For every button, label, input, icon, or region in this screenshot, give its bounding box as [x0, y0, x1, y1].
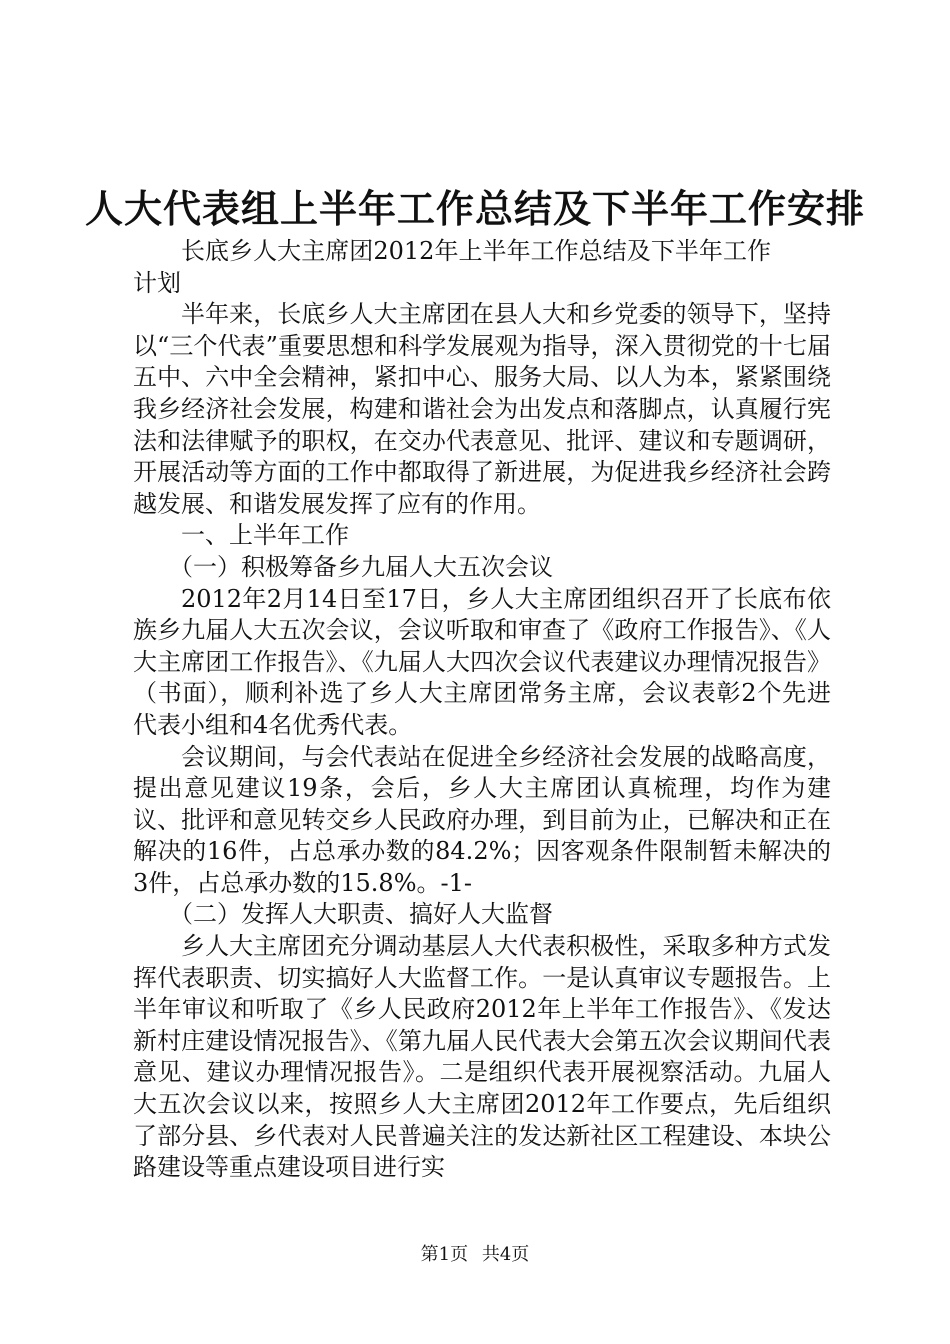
- paragraph-intro: 半年来，长底乡人大主席团在县人大和乡党委的领导下，坚持以“三个代表”重要思想和科学发展观为指导，深入贯彻党的十七届五中、六中全会精神，紧扣中心、服务大局、以人为本，紧紧围绕我乡经济社会发展，构建和谐社会为出发点和落脚点，认真履行宪法和法律赋予的职权，在交办代表意见、批评、建议和专题调研，开展活动等方面的工作中都取得了新进展，为促进我乡经济社会跨越发展、和谐发展发挥了应有的作用。: [133, 300, 831, 518]
- paragraph-meeting: 2012年2月14日至17日，乡人大主席团组织召开了长底布依族乡九届人大五次会议，会议听取和审查了《政府工作报告》、《人大主席团工作报告》、《九届人大四次会议代表建议办理情况报告》（书面），顺利补选了乡人大主席团常务主席，会议表彰2个先进代表小组和4名优秀代表。: [133, 584, 831, 739]
- document-body: [133, 236, 831, 1184]
- page-number: 第1页: [420, 1244, 469, 1265]
- section-heading-first-half: 一、上半年工作: [181, 521, 349, 550]
- subsection-heading-1: （一）积极筹备乡九届人大五次会议: [169, 552, 553, 581]
- document-title: 人大代表组上半年工作总结及下半年工作安排: [84, 187, 865, 231]
- paragraph-supervision: 乡人大主席团充分调动基层人大代表积极性，采取多种方式发挥代表职责、切实搞好人大监督工作。一是认真审议专题报告。上半年审议和听取了《乡人民政府2012年上半年工作报告》、《发达新村庄建设情况报告》、《第九届人民代表大会第五次会议期间代表意见、建议办理情况报告》。二是组织代表开展视察活动。九届人大五次会议以来，按照乡人大主席团2012年工作要点，先后组织了部分县、乡代表对人民普遍关注的发达新社区工程建设、本块公路建设等重点建设项目进行实: [133, 932, 831, 1182]
- paragraph-suggestions: 会议期间，与会代表站在促进全乡经济社会发展的战略高度，提出意见建议19条，会后，乡人大主席团认真梳理，均作为建议、批评和意见转交乡人民政府办理，到目前为止，已解决和正在解决的16件，占总承办数的84.2%；因客观条件限制暂未解决的3件，占总承办数的15.8%。-1-: [133, 742, 831, 897]
- page-footer: [0, 1243, 950, 1267]
- document-subtitle: 长底乡人大主席团2012年上半年工作总结及下半年工作计划: [133, 237, 771, 297]
- page-total: 共4页: [481, 1244, 530, 1265]
- subsection-heading-2: （二）发挥人大职责、搞好人大监督: [169, 900, 553, 929]
